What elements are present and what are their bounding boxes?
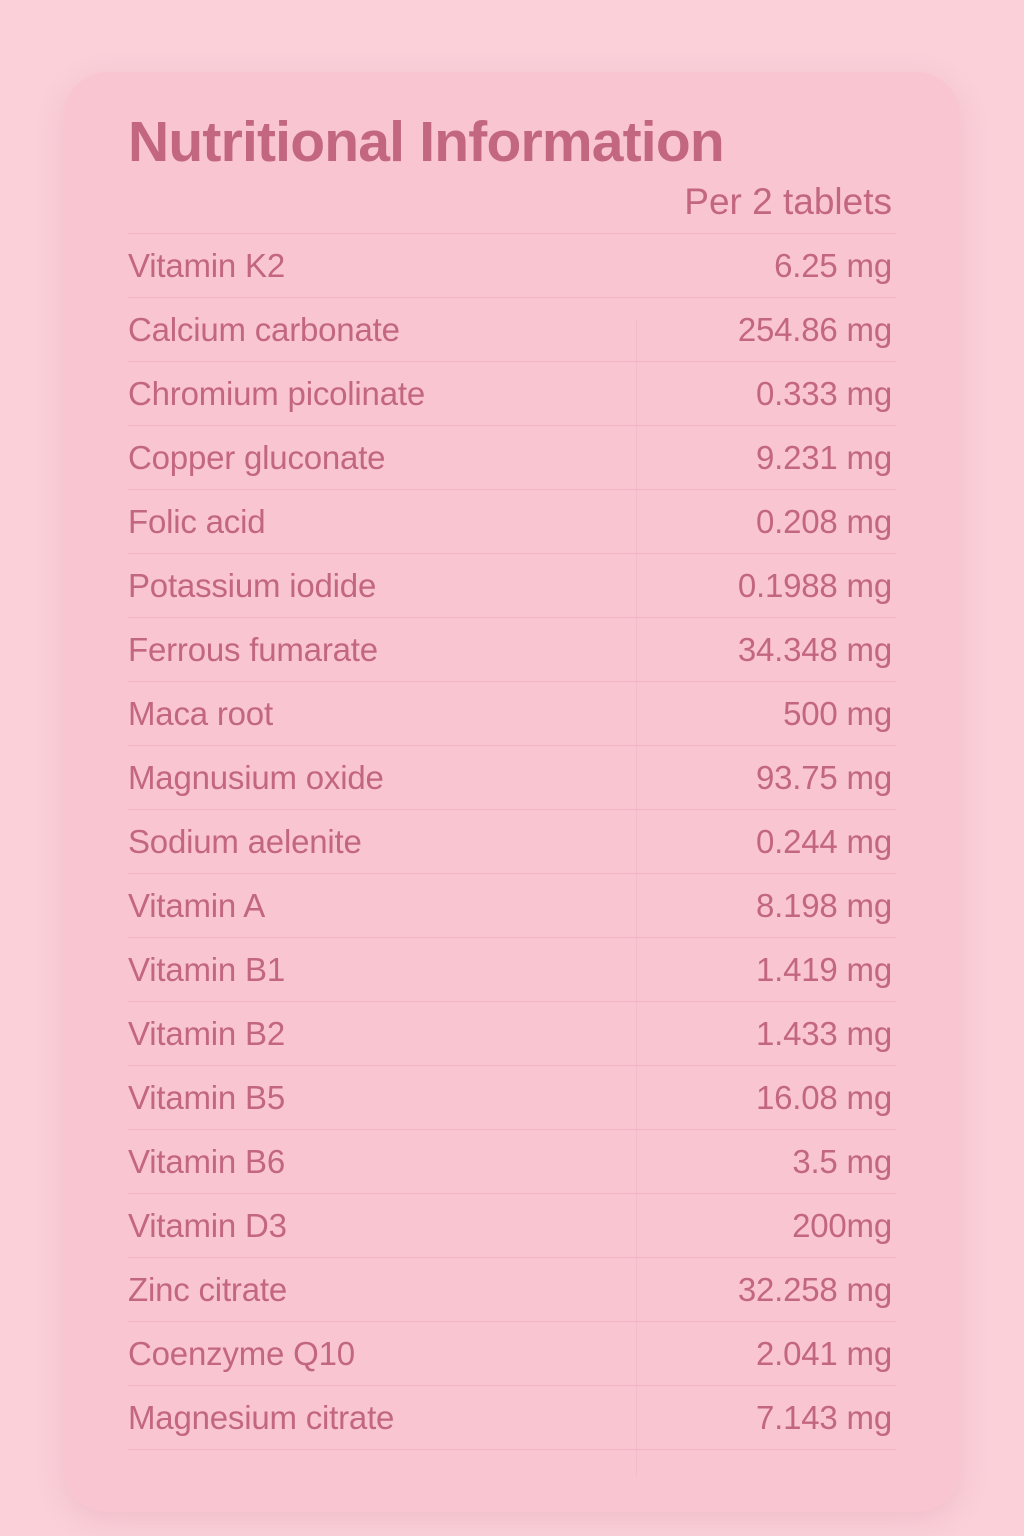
nutrient-amount: 0.333 mg	[563, 362, 896, 426]
table-row	[128, 554, 896, 618]
page-title: Nutritional Information	[128, 110, 724, 174]
table-row	[128, 362, 896, 426]
table-row	[128, 490, 896, 554]
nutrient-amount: 0.208 mg	[563, 490, 896, 554]
nutrient-amount: 2.041 mg	[563, 1322, 896, 1386]
nutrient-name: Calcium carbonate	[128, 298, 563, 362]
table-row	[128, 1322, 896, 1386]
table-row	[128, 682, 896, 746]
nutrient-amount: 500 mg	[563, 682, 896, 746]
nutrient-amount: 6.25 mg	[563, 234, 896, 298]
table-row	[128, 426, 896, 490]
nutrient-name: Vitamin A	[128, 874, 563, 938]
nutrient-name: Zinc citrate	[128, 1258, 563, 1322]
table-row	[128, 1258, 896, 1322]
table-row	[128, 874, 896, 938]
nutrient-amount: 1.419 mg	[563, 938, 896, 1002]
nutrient-amount: 16.08 mg	[563, 1066, 896, 1130]
table-row	[128, 810, 896, 874]
table-row	[128, 298, 896, 362]
table-row	[128, 234, 896, 298]
table-row	[128, 618, 896, 682]
nutrient-name: Magnusium oxide	[128, 746, 563, 810]
nutrition-card	[64, 72, 960, 1512]
nutrient-name: Sodium aelenite	[128, 810, 563, 874]
nutrient-amount: 0.244 mg	[563, 810, 896, 874]
serving-header	[128, 176, 896, 233]
nutrient-name: Vitamin K2	[128, 234, 563, 298]
nutrient-name: Vitamin B6	[128, 1130, 563, 1194]
nutrient-name: Ferrous fumarate	[128, 618, 563, 682]
nutrient-name: Vitamin D3	[128, 1194, 563, 1258]
table-row	[128, 1002, 896, 1066]
nutrient-amount: 32.258 mg	[563, 1258, 896, 1322]
nutrient-name: Folic acid	[128, 490, 563, 554]
nutrient-amount: 3.5 mg	[563, 1130, 896, 1194]
nutrition-table	[128, 233, 896, 1450]
table-row	[128, 1386, 896, 1450]
nutrient-name: Vitamin B1	[128, 938, 563, 1002]
nutrient-amount: 8.198 mg	[563, 874, 896, 938]
serving-label: Per 2 tablets	[684, 181, 892, 223]
table-row	[128, 1130, 896, 1194]
nutrient-name: Vitamin B2	[128, 1002, 563, 1066]
nutrient-name: Copper gluconate	[128, 426, 563, 490]
card-content	[128, 112, 896, 1450]
nutrient-name: Maca root	[128, 682, 563, 746]
nutrient-amount: 7.143 mg	[563, 1386, 896, 1450]
nutrient-amount: 34.348 mg	[563, 618, 896, 682]
nutrient-amount: 200mg	[563, 1194, 896, 1258]
table-row	[128, 1066, 896, 1130]
nutrient-amount: 93.75 mg	[563, 746, 896, 810]
nutrient-amount: 254.86 mg	[563, 298, 896, 362]
nutrient-name: Magnesium citrate	[128, 1386, 563, 1450]
table-row	[128, 746, 896, 810]
table-row	[128, 1194, 896, 1258]
nutrient-amount: 0.1988 mg	[563, 554, 896, 618]
nutrient-name: Coenzyme Q10	[128, 1322, 563, 1386]
nutrient-amount: 1.433 mg	[563, 1002, 896, 1066]
nutrient-name: Potassium iodide	[128, 554, 563, 618]
nutrition-table-body	[128, 234, 896, 1450]
table-row	[128, 938, 896, 1002]
nutrient-amount: 9.231 mg	[563, 426, 896, 490]
nutrient-name: Chromium picolinate	[128, 362, 563, 426]
nutrient-name: Vitamin B5	[128, 1066, 563, 1130]
